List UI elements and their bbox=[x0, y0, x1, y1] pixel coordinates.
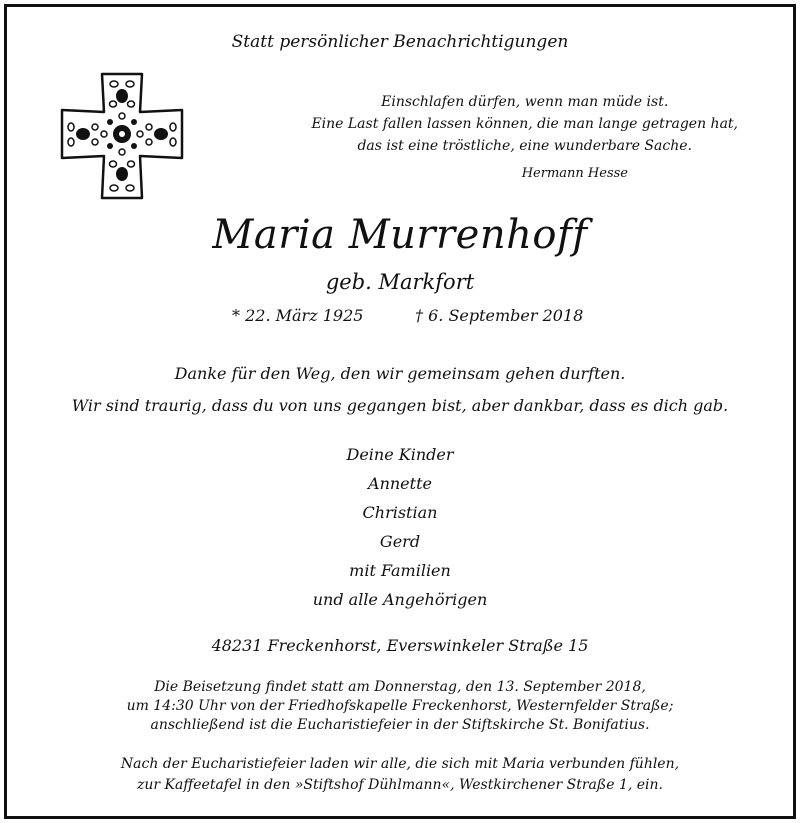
invitation-text bbox=[0, 754, 800, 796]
quote-line: Eine Last fallen lassen können, die man lange getragen hat, bbox=[311, 116, 738, 132]
invitation-line: Nach der Eucharistiefeier laden wir alle, die sich mit Maria verbunden fühlen, bbox=[120, 756, 680, 772]
quote-line: Einschlafen dürfen, wenn man müde ist. bbox=[381, 94, 669, 110]
ornate-cross-icon bbox=[58, 72, 186, 202]
family-line: Christian bbox=[362, 503, 438, 522]
funeral-line: um 14:30 Uhr von der Friedhofskapelle Freckenhorst, Westernfelder Straße; bbox=[126, 698, 674, 714]
quote-author: Hermann Hesse bbox=[521, 166, 628, 181]
family-line: Gerd bbox=[379, 532, 421, 551]
family-line: Deine Kinder bbox=[346, 445, 454, 464]
thanks-line: Danke für den Weg, den wir gemeinsam gehen durften. bbox=[174, 364, 626, 383]
family-line: und alle Angehörigen bbox=[312, 590, 488, 609]
funeral-line: anschließend ist die Eucharistiefeier in der Stiftskirche St. Bonifatius. bbox=[150, 717, 650, 733]
family-address: 48231 Freckenhorst, Everswinkeler Straße 15 bbox=[211, 636, 589, 655]
death-date: † 6. September 2018 bbox=[415, 306, 584, 325]
family-line: Annette bbox=[368, 474, 432, 493]
family-line: mit Familien bbox=[349, 561, 451, 580]
thanks-line: Wir sind traurig, dass du von uns gegangen bist, aber dankbar, dass es dich gab. bbox=[71, 396, 729, 415]
invitation-line: zur Kaffeetafel in den »Stiftshof Dühlmann«, Westkirchener Straße 1, ein. bbox=[136, 777, 663, 793]
deceased-name: Maria Murrenhoff bbox=[212, 212, 588, 258]
family-list bbox=[0, 440, 800, 614]
birth-date: * 22. März 1925 bbox=[232, 306, 364, 325]
poem-quote bbox=[311, 91, 738, 157]
quote-line: das ist eine tröstliche, eine wunderbare Sache. bbox=[357, 138, 692, 154]
funeral-details bbox=[0, 678, 800, 735]
notice-header: Statt persönlicher Benachrichtigungen bbox=[231, 32, 569, 52]
maiden-name: geb. Markfort bbox=[325, 270, 475, 294]
thanks-text bbox=[0, 358, 800, 422]
funeral-line: Die Beisetzung findet statt am Donnerstag, den 13. September 2018, bbox=[154, 679, 646, 695]
